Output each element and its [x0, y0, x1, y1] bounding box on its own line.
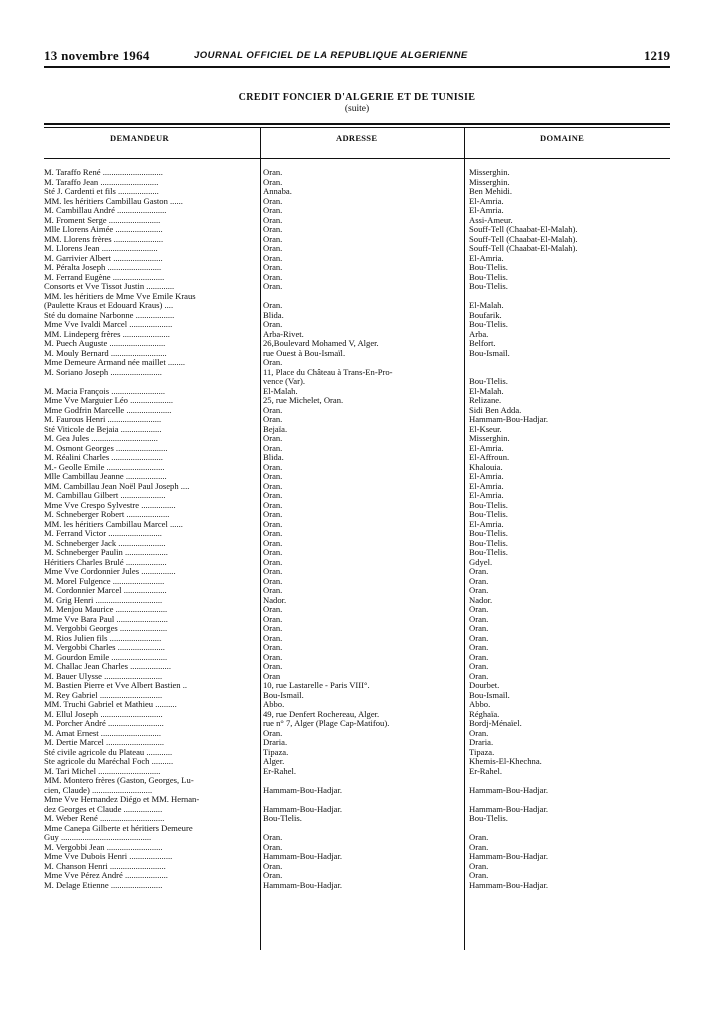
- adresse-row: Oran.: [263, 510, 283, 519]
- domaine-row: El-Amria.: [469, 519, 504, 529]
- domaine-row: Oran.: [469, 662, 489, 671]
- domaine-row: Gdyel.: [469, 557, 493, 567]
- demandeur-row: M. Gourdon Emile ..........................: [44, 652, 168, 662]
- demandeur-row: M. Osmont Georges ........................: [44, 443, 168, 453]
- adresse-row: Oran.: [263, 215, 283, 225]
- domaine-row: Oran.: [469, 833, 489, 842]
- demandeur-row: Mme Vve Hernandez Diégo et MM. Hernan-: [44, 795, 200, 804]
- demandeur-row: M. Ellul Joseph .............................: [44, 709, 163, 719]
- domaine-column: [469, 168, 669, 890]
- demandeur-row: MM. les héritiers de Mme Vve Emile Kraus: [44, 291, 196, 301]
- demandeur-row: M. Puech Auguste ..........................: [44, 339, 166, 348]
- demandeur-row: Mme Vve Cordonnier Jules ................: [44, 567, 176, 576]
- adresse-row: Oran.: [263, 614, 283, 624]
- domaine-row: Oran.: [469, 861, 489, 871]
- section-subtitle: (suite): [344, 104, 370, 114]
- demandeur-row: M. Faurous Henri .........................: [44, 415, 162, 424]
- domaine-row: Oran.: [469, 586, 489, 595]
- demandeur-row: M. Ferrand Eugène ........................: [44, 272, 165, 282]
- adresse-row: 49, rue Denfert Rochereau, Alger.: [263, 709, 380, 719]
- demandeur-row: M. Morel Fulgence ........................: [44, 576, 165, 586]
- adresse-row: Bejaïa.: [263, 424, 288, 434]
- domaine-row: Bou-Ismaïl.: [469, 690, 510, 700]
- adresse-row: Oran.: [263, 196, 283, 206]
- demandeur-row: Sté civile agricole du Plateau ............: [44, 747, 173, 757]
- domaine-row: El-Amria.: [469, 481, 504, 491]
- domaine-row: Bou-Tlelis.: [469, 529, 508, 538]
- demandeur-row: M. Cordonnier Marcel ....................: [44, 586, 167, 595]
- domaine-row: [469, 824, 669, 834]
- demandeur-row: Mme Vve Marguier Léo ....................: [44, 396, 174, 405]
- adresse-row: Blida.: [263, 453, 284, 462]
- adresse-row: Draria.: [263, 738, 288, 747]
- adresse-row: Oran.: [263, 481, 283, 491]
- adresse-row: Oran.: [263, 871, 283, 880]
- domaine-row: Misserghin.: [469, 177, 510, 187]
- adresse-row: Abbo.: [263, 700, 285, 709]
- demandeur-row: M. Ferrand Victor .........................: [44, 529, 162, 538]
- column-divider-2: [464, 128, 465, 950]
- adresse-row: Oran.: [263, 244, 283, 253]
- domaine-row: Hammam-Bou-Hadjar.: [469, 852, 548, 861]
- domaine-row: Ben Mehidi.: [469, 187, 512, 196]
- domaine-row: Oran.: [469, 633, 489, 643]
- domaine-row: Réghaïa.: [469, 709, 500, 719]
- adresse-row: Oran.: [263, 443, 283, 453]
- adresse-row: Oran.: [263, 168, 283, 177]
- demandeur-row: M. Gea Jules ...............................: [44, 434, 158, 443]
- adresse-row: [263, 776, 461, 786]
- demandeur-row: M. Schneberger Robert ....................: [44, 510, 170, 519]
- adresse-row: Oran.: [263, 861, 283, 871]
- adresse-row: Oran.: [263, 320, 283, 329]
- domaine-row: Oran.: [469, 652, 489, 662]
- adresse-row: Oran.: [263, 434, 283, 443]
- column-header-demandeur: DEMANDEUR: [110, 133, 169, 143]
- adresse-row: Annaba.: [263, 187, 292, 196]
- demandeur-row: M. Menjou Maurice ........................: [44, 605, 168, 614]
- demandeur-row: Héritiers Charles Brulé ...................: [44, 557, 167, 567]
- adresse-row: Oran.: [263, 177, 283, 187]
- domaine-row: [469, 795, 669, 805]
- domaine-row: Bou-Tlelis.: [469, 814, 508, 823]
- demandeur-row: M. Schneberger Paulin ....................: [44, 548, 168, 557]
- demandeur-row: Guy ..........................................: [44, 833, 152, 842]
- adresse-row: Oran.: [263, 643, 283, 652]
- demandeur-row: M. Mouly Bernard ..........................: [44, 348, 167, 358]
- demandeur-row: MM. les héritiers Cambillau Marcel ......: [44, 519, 183, 529]
- domaine-row: Hammam-Bou-Hadjar.: [469, 785, 548, 795]
- adresse-row: Oran.: [263, 529, 283, 538]
- domaine-row: Bordj-Ménaïel.: [469, 719, 522, 728]
- domaine-row: Bou-Tlelis.: [469, 320, 508, 329]
- adresse-row: Er-Rahel.: [263, 766, 296, 776]
- adresse-row: El-Malah.: [263, 386, 298, 396]
- demandeur-row: M. Amat Ernest ............................: [44, 728, 161, 738]
- adresse-row: Oran.: [263, 576, 283, 586]
- header-rule: [44, 66, 670, 68]
- adresse-row: Oran.: [263, 586, 283, 595]
- demandeur-row: [44, 377, 258, 387]
- domaine-row: Draria.: [469, 738, 494, 747]
- adresse-row: [263, 292, 461, 302]
- demandeur-row: MM. Llorens frères .......................: [44, 234, 164, 244]
- demandeur-row: M. Péralta Joseph .........................: [44, 263, 162, 272]
- adresse-row: Oran.: [263, 605, 283, 614]
- adresse-row: Hammam-Bou-Hadjar.: [263, 880, 342, 890]
- domaine-row: [469, 358, 669, 368]
- header-bottom-rule: [44, 158, 670, 159]
- domaine-row: Bou-Tlelis.: [469, 510, 508, 519]
- domaine-row: Bou-Tlelis.: [469, 282, 508, 291]
- adresse-row: [263, 795, 461, 805]
- adresse-row: rue Ouest à Bou-Ismaïl.: [263, 348, 346, 358]
- journal-title: JOURNAL OFFICIEL DE LA REPUBLIQUE ALGERIENNE: [194, 50, 468, 61]
- adresse-row: Oran.: [263, 253, 283, 263]
- adresse-row: Tipaza.: [263, 747, 289, 757]
- adresse-row: Oran.: [263, 548, 283, 557]
- demandeur-row: (Paulette Kraus et Edouard Kraus) ....: [44, 301, 174, 310]
- adresse-row: Oran.: [263, 272, 283, 282]
- adresse-row: [263, 824, 461, 834]
- domaine-row: Souff-Tell (Chaabat-El-Malah).: [469, 244, 578, 253]
- adresse-row: Bou-Tlelis.: [263, 814, 302, 823]
- column-header-adresse: ADRESSE: [336, 133, 378, 143]
- adresse-row: Oran.: [263, 624, 283, 633]
- domaine-row: El-Amria.: [469, 206, 504, 215]
- demandeur-row: M. Froment Serge ........................: [44, 215, 161, 225]
- adresse-row: Oran.: [263, 415, 283, 424]
- domaine-row: El-Amria.: [469, 253, 504, 263]
- domaine-row: Assi-Ameur.: [469, 215, 513, 225]
- demandeur-row: dez Georges et Claude ..................: [44, 804, 163, 814]
- demandeur-row: Mme Vve Bara Paul ........................: [44, 614, 168, 624]
- demandeur-row: Mme Vve Pérez André ....................: [44, 871, 168, 880]
- demandeur-row: M. Challac Jean Charles ...................: [44, 662, 171, 671]
- demandeur-row: M. Porcher André ..........................: [44, 719, 164, 728]
- demandeur-row: M. Cambillau André .......................: [44, 206, 167, 215]
- domaine-row: Oran.: [469, 842, 489, 852]
- demandeur-row: Mlle Cambillau Jeanne ...................: [44, 472, 167, 481]
- domaine-row: Bou-Ismaïl.: [469, 348, 510, 358]
- adresse-row: Oran.: [263, 633, 283, 643]
- domaine-row: Belfort.: [469, 339, 496, 348]
- domaine-row: Nador.: [469, 595, 493, 605]
- domaine-row: El-Amria.: [469, 443, 504, 453]
- demandeur-row: M. Taraffo Jean ...........................: [44, 177, 159, 187]
- demandeur-row: M. Dertie Marcel ...........................: [44, 738, 165, 747]
- demandeur-row: M. Weber René ..............................: [44, 814, 165, 823]
- domaine-row: Oran.: [469, 728, 489, 738]
- demandeur-row: M. Delage Etienne ........................: [44, 880, 163, 890]
- page-header: [44, 48, 670, 66]
- adresse-row: Oran.: [263, 405, 283, 415]
- adresse-row: Oran.: [263, 462, 283, 472]
- domaine-row: Hammam-Bou-Hadjar.: [469, 415, 548, 424]
- demandeur-row: M. Chanson Henri ..........................: [44, 861, 166, 871]
- demandeur-row: Ste agricole du Maréchal Foch ..........: [44, 757, 174, 766]
- adresse-row: Oran.: [263, 472, 283, 481]
- table-top-rule: [44, 123, 670, 125]
- domaine-row: Misserghin.: [469, 168, 510, 177]
- domaine-row: Bou-Tlelis.: [469, 548, 508, 557]
- adresse-row: Oran.: [263, 567, 283, 576]
- adresse-row: Arba-Rivet.: [263, 329, 304, 339]
- column-divider-1: [260, 128, 261, 950]
- domaine-row: Relizane.: [469, 396, 502, 405]
- demandeur-row: MM. Lindeperg frères ......................: [44, 329, 170, 339]
- domaine-row: Khalouia.: [469, 462, 503, 472]
- demandeur-row: MM. Montero frères (Gaston, Georges, Lu-: [44, 776, 194, 785]
- demandeur-row: M. Bastien Pierre et Vve Albert Bastien ..: [44, 681, 188, 690]
- demandeur-row: MM. Truchi Gabriel et Mathieu ..........: [44, 700, 177, 709]
- adresse-row: 25, rue Michelet, Oran.: [263, 396, 344, 405]
- domaine-row: Oran.: [469, 567, 489, 576]
- demandeur-row: Mme Godfrin Marcelle .....................: [44, 405, 172, 415]
- demandeur-row: M. Macia François .........................: [44, 386, 166, 396]
- adresse-row: Oran.: [263, 519, 283, 529]
- domaine-row: Misserghin.: [469, 434, 510, 443]
- demandeur-row: Mlle Llorens Aimée ......................: [44, 225, 163, 234]
- domaine-row: Abbo.: [469, 700, 491, 709]
- adresse-row: Alger.: [263, 757, 285, 766]
- domaine-row: Oran.: [469, 605, 489, 614]
- demandeur-row: M. Taraffo René ............................: [44, 168, 163, 177]
- adresse-row: Oran.: [263, 358, 283, 367]
- demandeur-row: Consorts et Vve Tissot Justin .............: [44, 282, 175, 291]
- demandeur-row: M. Grig Henri ...............................: [44, 595, 163, 605]
- adresse-row: Oran.: [263, 557, 283, 567]
- adresse-row: 26,Boulevard Mohamed V, Alger.: [263, 339, 379, 348]
- demandeur-row: M. Garrivier Albert .......................: [44, 253, 163, 263]
- domaine-row: Tipaza.: [469, 747, 495, 757]
- adresse-row: Hammam-Bou-Hadjar.: [263, 852, 342, 861]
- demandeur-row: M. Bauer Ulysse ...........................: [44, 671, 163, 681]
- adresse-row: 11, Place du Château à Trans-En-Pro-: [263, 367, 393, 377]
- domaine-row: El-Kseur.: [469, 424, 502, 434]
- adresse-row: Oran.: [263, 538, 283, 548]
- demandeur-row: Mme Canepa Gilberte et héritiers Demeure: [44, 823, 193, 833]
- domaine-row: Bou-Tlelis.: [469, 272, 508, 282]
- adresse-row: 10, rue Lastarelle - Paris VIII°.: [263, 681, 370, 690]
- domaine-row: El-Malah.: [469, 301, 504, 310]
- page-number: 1219: [644, 48, 670, 63]
- domaine-row: Khemis-El-Khechna.: [469, 757, 542, 766]
- domaine-row: Dourbet.: [469, 681, 500, 690]
- demandeur-row: M. Llorens Jean ..........................: [44, 244, 158, 253]
- demandeur-row: MM. les héritiers Cambillau Gaston ......: [44, 196, 183, 206]
- domaine-row: Oran.: [469, 643, 489, 652]
- adresse-row: Blida.: [263, 310, 284, 320]
- domaine-row: Oran.: [469, 671, 489, 681]
- domaine-row: Bou-Tlelis.: [469, 538, 508, 548]
- domaine-row: Oran.: [469, 576, 489, 586]
- domaine-row: [469, 368, 669, 378]
- column-header-domaine: DOMAINE: [540, 133, 585, 143]
- adresse-row: Hammam-Bou-Hadjar.: [263, 785, 342, 795]
- adresse-row: Oran.: [263, 652, 283, 662]
- domaine-row: Arba.: [469, 329, 489, 339]
- domaine-row: Souff-Tell (Chaabat-El-Malah).: [469, 234, 578, 244]
- adresse-row: Oran.: [263, 206, 283, 215]
- adresse-row: Oran.: [263, 833, 283, 842]
- adresse-row: Oran.: [263, 263, 283, 272]
- domaine-row: El-Affroun.: [469, 453, 510, 462]
- domaine-row: El-Amria.: [469, 491, 504, 500]
- domaine-row: [469, 292, 669, 302]
- domaine-row: [469, 776, 669, 786]
- domaine-row: Er-Rahel.: [469, 766, 502, 776]
- domaine-row: Oran.: [469, 614, 489, 624]
- demandeur-row: Mme Vve Dubois Henri ....................: [44, 852, 173, 861]
- adresse-row: Oran.: [263, 282, 283, 291]
- domaine-row: El-Amria.: [469, 196, 504, 206]
- domaine-row: Sidi Ben Adda.: [469, 405, 522, 415]
- demandeur-row: M. Soriano Joseph ........................: [44, 367, 162, 377]
- demandeur-row: M. Cambillau Gilbert .....................: [44, 491, 166, 500]
- demandeur-row: cien, Claude) ............................: [44, 785, 153, 795]
- domaine-row: Oran.: [469, 871, 489, 880]
- domaine-row: Souff-Tell (Chaabat-El-Malah).: [469, 225, 578, 234]
- demandeur-row: M. Rios Julien fils ........................: [44, 633, 162, 643]
- domaine-row: Bou-Tlelis.: [469, 263, 508, 272]
- domaine-row: El-Malah.: [469, 386, 504, 396]
- adresse-row: Oran.: [263, 234, 283, 244]
- demandeur-row: M. Vergobbi Georges ......................: [44, 624, 168, 633]
- domaine-row: Hammam-Bou-Hadjar.: [469, 804, 548, 814]
- adresse-row: Oran.: [263, 842, 283, 852]
- adresse-row: Oran.: [263, 662, 283, 671]
- adresse-row: Oran.: [263, 491, 283, 500]
- domaine-row: Hammam-Bou-Hadjar.: [469, 880, 548, 890]
- demandeur-row: M. Schneberger Jack ......................: [44, 538, 166, 548]
- domaine-row: El-Amria.: [469, 472, 504, 481]
- demandeur-row: Mme Demeure Armand née maillet ........: [44, 358, 186, 367]
- demandeur-row: Sté du domaine Narbonne ..................: [44, 310, 175, 320]
- domaine-row: Bou-Tlelis.: [469, 500, 508, 510]
- domaine-row: Bou-Tlelis.: [469, 377, 508, 386]
- adresse-row: Oran.: [263, 301, 283, 310]
- adresse-row: vence (Var).: [263, 377, 305, 386]
- demandeur-row: MM. Cambillau Jean Noël Paul Joseph ....: [44, 481, 190, 491]
- demandeur-row: M. Vergobbi Charles ......................: [44, 643, 165, 652]
- section-title: CREDIT FONCIER D'ALGERIE ET DE TUNISIE: [238, 92, 476, 103]
- demandeur-row: Sté J. Cardenti et fils ...................: [44, 187, 159, 196]
- demandeur-column: [44, 168, 258, 890]
- demandeur-row: M. Réalini Charles ........................: [44, 453, 163, 462]
- issue-date: 13 novembre 1964: [44, 48, 150, 63]
- table-top-rule-thin: [44, 127, 670, 128]
- adresse-row: Bou-Ismaïl.: [263, 690, 304, 700]
- demandeur-row: M. Rey Gabriel .............................: [44, 690, 163, 700]
- adresse-row: Oran.: [263, 225, 283, 234]
- demandeur-row: M.- Geolle Emile ...........................: [44, 462, 165, 472]
- adresse-row: Oran.: [263, 728, 283, 738]
- adresse-row: Oran.: [263, 500, 283, 510]
- demandeur-row: M. Tari Michel .............................: [44, 766, 161, 776]
- domaine-row: Boufarik.: [469, 310, 502, 320]
- demandeur-row: Mme Vve Crespo Sylvestre ................: [44, 500, 176, 510]
- demandeur-row: Sté Viticole de Bejaia ...................: [44, 424, 162, 434]
- adresse-row: rue n° 7, Alger (Plage Cap-Matifou).: [263, 719, 390, 728]
- adresse-row: Nador.: [263, 595, 287, 605]
- domaine-row: Oran.: [469, 624, 489, 633]
- adresse-row: Hammam-Bou-Hadjar.: [263, 804, 342, 814]
- adresse-row: Oran: [263, 671, 281, 681]
- adresse-column: [263, 168, 461, 890]
- demandeur-row: Mme Vve Ivaldi Marcel ....................: [44, 320, 173, 329]
- demandeur-row: M. Vergobbi Jean ..........................: [44, 842, 163, 852]
